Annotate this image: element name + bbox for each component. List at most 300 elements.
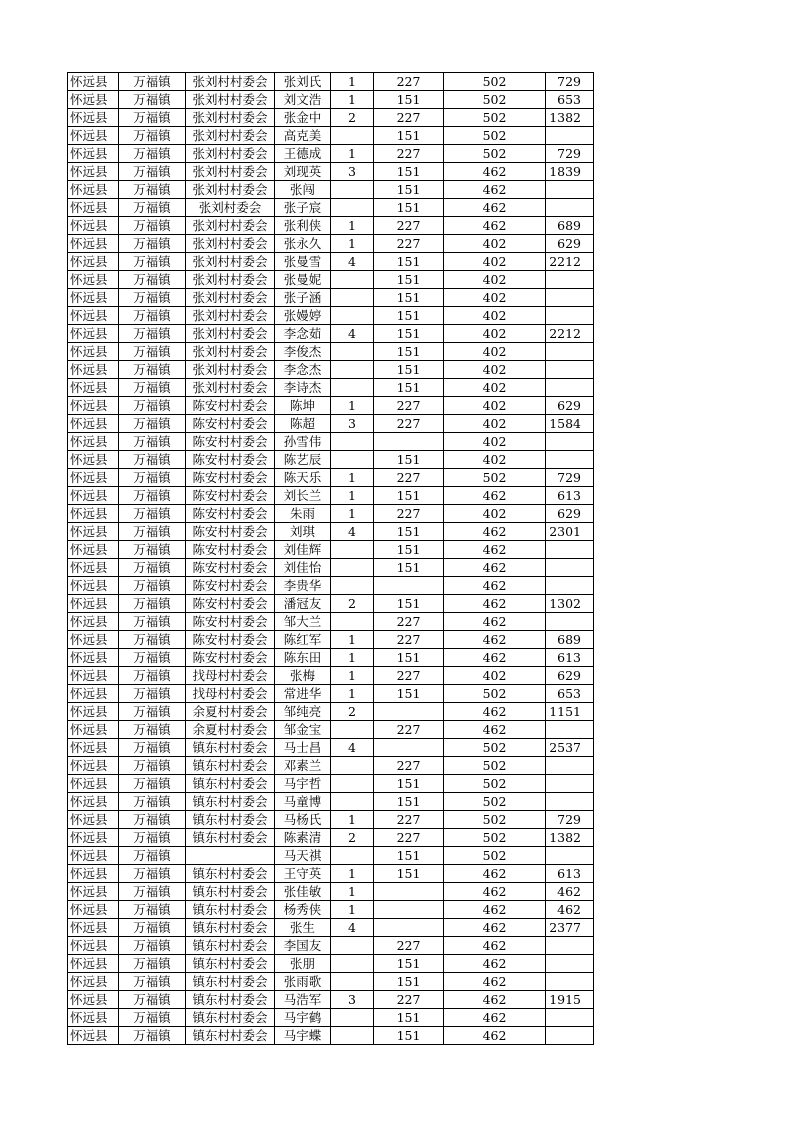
table-cell: 李念茹 bbox=[275, 325, 331, 343]
table-cell: 4 bbox=[331, 739, 374, 757]
table-cell: 陈安村村委会 bbox=[186, 613, 275, 631]
table-cell: 张子宸 bbox=[275, 199, 331, 217]
table-cell: 2 bbox=[331, 829, 374, 847]
table-cell: 万福镇 bbox=[119, 253, 186, 271]
table-cell: 怀远县 bbox=[68, 937, 119, 955]
table-cell: 镇东村村委会 bbox=[186, 829, 275, 847]
table-cell: 502 bbox=[444, 775, 546, 793]
table-cell bbox=[331, 775, 374, 793]
table-cell: 陈安村村委会 bbox=[186, 397, 275, 415]
table-cell: 怀远县 bbox=[68, 991, 119, 1009]
table-cell: 151 bbox=[374, 595, 444, 613]
table-cell: 怀远县 bbox=[68, 397, 119, 415]
table-cell: 找母村村委会 bbox=[186, 685, 275, 703]
table-cell: 陈安村村委会 bbox=[186, 631, 275, 649]
table-cell: 1151 bbox=[546, 703, 594, 721]
table-cell: 陈东田 bbox=[275, 649, 331, 667]
table-cell: 王守英 bbox=[275, 865, 331, 883]
table-cell: 万福镇 bbox=[119, 667, 186, 685]
table-cell: 151 bbox=[374, 163, 444, 181]
table-cell: 729 bbox=[546, 811, 594, 829]
table-cell: 462 bbox=[444, 721, 546, 739]
table-cell: 227 bbox=[374, 811, 444, 829]
table-cell bbox=[331, 433, 374, 451]
table-row bbox=[68, 523, 594, 541]
table-cell: 151 bbox=[374, 847, 444, 865]
table-cell: 怀远县 bbox=[68, 595, 119, 613]
table-cell bbox=[546, 307, 594, 325]
table-cell: 万福镇 bbox=[119, 73, 186, 91]
table-row bbox=[68, 469, 594, 487]
table-cell: 462 bbox=[444, 181, 546, 199]
table-cell: 李俊杰 bbox=[275, 343, 331, 361]
table-cell bbox=[546, 361, 594, 379]
table-cell: 462 bbox=[444, 991, 546, 1009]
table-cell: 马天祺 bbox=[275, 847, 331, 865]
table-row bbox=[68, 343, 594, 361]
table-cell: 万福镇 bbox=[119, 307, 186, 325]
table-cell: 怀远县 bbox=[68, 541, 119, 559]
table-row bbox=[68, 991, 594, 1009]
table-cell: 227 bbox=[374, 991, 444, 1009]
table-cell: 151 bbox=[374, 685, 444, 703]
table-cell: 张朋 bbox=[275, 955, 331, 973]
table-row bbox=[68, 667, 594, 685]
table-cell: 王德成 bbox=[275, 145, 331, 163]
table-cell: 万福镇 bbox=[119, 451, 186, 469]
table-cell: 万福镇 bbox=[119, 595, 186, 613]
table-cell: 镇东村村委会 bbox=[186, 865, 275, 883]
table-cell: 1 bbox=[331, 865, 374, 883]
table-row bbox=[68, 973, 594, 991]
table-cell: 怀远县 bbox=[68, 523, 119, 541]
table-cell: 151 bbox=[374, 649, 444, 667]
table-cell: 孙雪伟 bbox=[275, 433, 331, 451]
table-cell: 402 bbox=[444, 379, 546, 397]
table-cell: 怀远县 bbox=[68, 325, 119, 343]
table-cell: 万福镇 bbox=[119, 127, 186, 145]
table-row bbox=[68, 145, 594, 163]
table-cell: 1382 bbox=[546, 109, 594, 127]
table-cell: 2537 bbox=[546, 739, 594, 757]
table-cell bbox=[374, 433, 444, 451]
table-cell: 2212 bbox=[546, 325, 594, 343]
table-row bbox=[68, 487, 594, 505]
table-cell: 邓素兰 bbox=[275, 757, 331, 775]
table-cell: 怀远县 bbox=[68, 721, 119, 739]
table-row bbox=[68, 253, 594, 271]
table-cell: 1 bbox=[331, 649, 374, 667]
table-cell: 227 bbox=[374, 631, 444, 649]
table-row bbox=[68, 1027, 594, 1045]
table-cell: 陈安村村委会 bbox=[186, 505, 275, 523]
table-cell: 李贵华 bbox=[275, 577, 331, 595]
table-cell bbox=[331, 451, 374, 469]
table-cell: 镇东村村委会 bbox=[186, 883, 275, 901]
table-cell: 151 bbox=[374, 181, 444, 199]
table-cell: 马杨氏 bbox=[275, 811, 331, 829]
table-cell: 2377 bbox=[546, 919, 594, 937]
table-cell: 万福镇 bbox=[119, 109, 186, 127]
table-cell: 李诗杰 bbox=[275, 379, 331, 397]
table-cell: 马宇鹤 bbox=[275, 1009, 331, 1027]
table-cell: 1 bbox=[331, 883, 374, 901]
table-cell: 镇东村村委会 bbox=[186, 1009, 275, 1027]
table-cell bbox=[186, 847, 275, 865]
table-cell bbox=[331, 973, 374, 991]
table-cell: 刘佳怡 bbox=[275, 559, 331, 577]
table-cell: 402 bbox=[444, 505, 546, 523]
table-cell: 万福镇 bbox=[119, 649, 186, 667]
table-cell: 万福镇 bbox=[119, 145, 186, 163]
table-cell: 刘文浩 bbox=[275, 91, 331, 109]
table-cell: 怀远县 bbox=[68, 271, 119, 289]
table-cell: 张刘村村委会 bbox=[186, 127, 275, 145]
table-cell bbox=[374, 919, 444, 937]
table-cell: 高克美 bbox=[275, 127, 331, 145]
table-cell: 怀远县 bbox=[68, 469, 119, 487]
table-cell: 1 bbox=[331, 901, 374, 919]
table-cell: 万福镇 bbox=[119, 991, 186, 1009]
table-row bbox=[68, 109, 594, 127]
table-cell: 张刘氏 bbox=[275, 73, 331, 91]
table-cell: 613 bbox=[546, 649, 594, 667]
table-cell: 227 bbox=[374, 235, 444, 253]
table-cell: 张曼雪 bbox=[275, 253, 331, 271]
table-cell bbox=[374, 901, 444, 919]
table-row bbox=[68, 937, 594, 955]
table-cell: 万福镇 bbox=[119, 541, 186, 559]
table-cell: 3 bbox=[331, 415, 374, 433]
table-cell bbox=[546, 613, 594, 631]
table-cell: 151 bbox=[374, 793, 444, 811]
table-cell: 怀远县 bbox=[68, 199, 119, 217]
table-cell: 怀远县 bbox=[68, 91, 119, 109]
table-cell: 462 bbox=[444, 613, 546, 631]
table-cell bbox=[546, 721, 594, 739]
table-cell: 万福镇 bbox=[119, 1027, 186, 1045]
table-cell: 张刘村村委会 bbox=[186, 271, 275, 289]
table-row bbox=[68, 181, 594, 199]
table-cell: 陈安村村委会 bbox=[186, 433, 275, 451]
table-cell: 邹大兰 bbox=[275, 613, 331, 631]
table-cell: 1 bbox=[331, 217, 374, 235]
table-cell: 马士昌 bbox=[275, 739, 331, 757]
table-cell: 227 bbox=[374, 109, 444, 127]
table-cell: 万福镇 bbox=[119, 235, 186, 253]
table-cell: 怀远县 bbox=[68, 829, 119, 847]
table-cell: 万福镇 bbox=[119, 523, 186, 541]
table-cell: 万福镇 bbox=[119, 685, 186, 703]
table-cell: 1 bbox=[331, 667, 374, 685]
table-cell: 462 bbox=[444, 577, 546, 595]
table-cell: 张刘村村委会 bbox=[186, 145, 275, 163]
table-cell: 怀远县 bbox=[68, 739, 119, 757]
table-cell: 1302 bbox=[546, 595, 594, 613]
table-cell: 729 bbox=[546, 469, 594, 487]
table-cell: 万福镇 bbox=[119, 163, 186, 181]
table-cell: 镇东村村委会 bbox=[186, 901, 275, 919]
table-cell: 227 bbox=[374, 397, 444, 415]
table-cell: 151 bbox=[374, 361, 444, 379]
table-cell: 怀远县 bbox=[68, 253, 119, 271]
table-cell bbox=[546, 451, 594, 469]
table-cell: 1 bbox=[331, 469, 374, 487]
table-cell: 1 bbox=[331, 235, 374, 253]
table-cell: 怀远县 bbox=[68, 685, 119, 703]
table-cell: 462 bbox=[444, 973, 546, 991]
table-cell: 1 bbox=[331, 91, 374, 109]
table-row bbox=[68, 217, 594, 235]
table-cell: 万福镇 bbox=[119, 847, 186, 865]
table-cell: 怀远县 bbox=[68, 973, 119, 991]
table-cell: 怀远县 bbox=[68, 577, 119, 595]
table-cell: 万福镇 bbox=[119, 883, 186, 901]
table-cell: 马童博 bbox=[275, 793, 331, 811]
table-cell: 怀远县 bbox=[68, 307, 119, 325]
table-cell bbox=[546, 289, 594, 307]
table-cell: 怀远县 bbox=[68, 649, 119, 667]
table-cell: 怀远县 bbox=[68, 505, 119, 523]
table-cell: 找母村村委会 bbox=[186, 667, 275, 685]
table-cell: 402 bbox=[444, 325, 546, 343]
table-cell: 怀远县 bbox=[68, 289, 119, 307]
table-cell: 怀远县 bbox=[68, 163, 119, 181]
table-cell: 怀远县 bbox=[68, 109, 119, 127]
table-cell: 151 bbox=[374, 343, 444, 361]
table-cell: 629 bbox=[546, 235, 594, 253]
table-row bbox=[68, 289, 594, 307]
table-cell: 151 bbox=[374, 451, 444, 469]
table-cell: 怀远县 bbox=[68, 1027, 119, 1045]
table-cell: 万福镇 bbox=[119, 379, 186, 397]
table-cell: 杨秀侠 bbox=[275, 901, 331, 919]
table-row bbox=[68, 847, 594, 865]
table-cell: 万福镇 bbox=[119, 505, 186, 523]
table-row bbox=[68, 919, 594, 937]
table-cell: 151 bbox=[374, 541, 444, 559]
table-cell: 陈安村村委会 bbox=[186, 523, 275, 541]
table-cell bbox=[374, 883, 444, 901]
table-cell: 613 bbox=[546, 865, 594, 883]
table-row bbox=[68, 1009, 594, 1027]
table-cell: 462 bbox=[444, 559, 546, 577]
table-cell: 151 bbox=[374, 955, 444, 973]
table-row bbox=[68, 199, 594, 217]
table-cell: 余夏村村委会 bbox=[186, 703, 275, 721]
table-cell: 151 bbox=[374, 379, 444, 397]
table-cell: 227 bbox=[374, 217, 444, 235]
table-cell: 张刘村村委会 bbox=[186, 289, 275, 307]
table-cell bbox=[331, 847, 374, 865]
table-cell bbox=[331, 559, 374, 577]
table-cell: 4 bbox=[331, 325, 374, 343]
table-cell: 陈安村村委会 bbox=[186, 487, 275, 505]
table-cell: 陈安村村委会 bbox=[186, 469, 275, 487]
table-cell bbox=[331, 307, 374, 325]
table-cell: 张利侠 bbox=[275, 217, 331, 235]
table-row bbox=[68, 757, 594, 775]
table-cell bbox=[374, 703, 444, 721]
table-cell: 万福镇 bbox=[119, 433, 186, 451]
table-cell: 462 bbox=[444, 649, 546, 667]
table-cell: 万福镇 bbox=[119, 901, 186, 919]
table-row bbox=[68, 505, 594, 523]
table-cell: 227 bbox=[374, 145, 444, 163]
table-cell: 万福镇 bbox=[119, 271, 186, 289]
table-row bbox=[68, 901, 594, 919]
table-cell bbox=[331, 343, 374, 361]
table-cell: 151 bbox=[374, 307, 444, 325]
table-cell: 万福镇 bbox=[119, 487, 186, 505]
table-cell: 1915 bbox=[546, 991, 594, 1009]
table-row bbox=[68, 307, 594, 325]
table-cell: 402 bbox=[444, 415, 546, 433]
table-cell: 怀远县 bbox=[68, 559, 119, 577]
table-cell: 万福镇 bbox=[119, 325, 186, 343]
table-cell: 151 bbox=[374, 523, 444, 541]
table-cell: 张刘村村委会 bbox=[186, 361, 275, 379]
table-cell: 227 bbox=[374, 73, 444, 91]
table-cell: 402 bbox=[444, 289, 546, 307]
table-cell: 陈天乐 bbox=[275, 469, 331, 487]
table-cell: 万福镇 bbox=[119, 739, 186, 757]
table-cell: 502 bbox=[444, 73, 546, 91]
table-row bbox=[68, 685, 594, 703]
table-cell: 万福镇 bbox=[119, 199, 186, 217]
table-cell bbox=[546, 757, 594, 775]
table-cell: 462 bbox=[444, 1027, 546, 1045]
table-cell: 怀远县 bbox=[68, 217, 119, 235]
table-cell: 刘佳辉 bbox=[275, 541, 331, 559]
table-cell: 462 bbox=[444, 883, 546, 901]
table-cell: 邹金宝 bbox=[275, 721, 331, 739]
table-row bbox=[68, 73, 594, 91]
table-row bbox=[68, 91, 594, 109]
table-cell: 151 bbox=[374, 1027, 444, 1045]
table-cell: 张佳敏 bbox=[275, 883, 331, 901]
table-row bbox=[68, 541, 594, 559]
table-cell: 万福镇 bbox=[119, 613, 186, 631]
table-row bbox=[68, 433, 594, 451]
table-cell bbox=[331, 937, 374, 955]
table-cell: 万福镇 bbox=[119, 919, 186, 937]
table-cell: 怀远县 bbox=[68, 811, 119, 829]
table-cell: 怀远县 bbox=[68, 883, 119, 901]
table-cell: 张刘村村委会 bbox=[186, 379, 275, 397]
table-cell: 张刘村村委会 bbox=[186, 307, 275, 325]
table-cell: 万福镇 bbox=[119, 577, 186, 595]
table-cell bbox=[546, 847, 594, 865]
table-cell: 1 bbox=[331, 73, 374, 91]
table-cell: 3 bbox=[331, 991, 374, 1009]
table-cell: 马宇哲 bbox=[275, 775, 331, 793]
table-row bbox=[68, 865, 594, 883]
table-row bbox=[68, 415, 594, 433]
table-cell bbox=[546, 433, 594, 451]
table-cell: 万福镇 bbox=[119, 217, 186, 235]
table-cell: 462 bbox=[444, 523, 546, 541]
table-cell: 462 bbox=[444, 703, 546, 721]
table-cell: 402 bbox=[444, 361, 546, 379]
table-row bbox=[68, 811, 594, 829]
table-cell: 2301 bbox=[546, 523, 594, 541]
table-cell: 张金中 bbox=[275, 109, 331, 127]
table-cell: 227 bbox=[374, 757, 444, 775]
table-cell bbox=[331, 199, 374, 217]
table-cell bbox=[374, 577, 444, 595]
table-cell: 张闯 bbox=[275, 181, 331, 199]
table-cell: 3 bbox=[331, 163, 374, 181]
table-cell bbox=[546, 127, 594, 145]
table-cell: 462 bbox=[444, 199, 546, 217]
table-cell: 402 bbox=[444, 433, 546, 451]
table-cell: 402 bbox=[444, 253, 546, 271]
table-cell: 马宇蝶 bbox=[275, 1027, 331, 1045]
table-row bbox=[68, 883, 594, 901]
table-cell: 陈坤 bbox=[275, 397, 331, 415]
table-cell bbox=[546, 541, 594, 559]
table-cell bbox=[331, 361, 374, 379]
table-cell: 462 bbox=[444, 901, 546, 919]
table-cell: 陈红军 bbox=[275, 631, 331, 649]
table-cell: 402 bbox=[444, 397, 546, 415]
table-cell: 1584 bbox=[546, 415, 594, 433]
table-cell: 151 bbox=[374, 253, 444, 271]
table-cell: 402 bbox=[444, 451, 546, 469]
table-cell: 陈安村村委会 bbox=[186, 595, 275, 613]
table-cell: 怀远县 bbox=[68, 667, 119, 685]
table-cell bbox=[546, 973, 594, 991]
table-cell: 怀远县 bbox=[68, 451, 119, 469]
table-cell: 227 bbox=[374, 415, 444, 433]
table-cell: 462 bbox=[444, 163, 546, 181]
table-cell bbox=[331, 379, 374, 397]
table-cell: 151 bbox=[374, 271, 444, 289]
table-cell: 刘琪 bbox=[275, 523, 331, 541]
table-cell bbox=[331, 721, 374, 739]
table-cell: 2 bbox=[331, 109, 374, 127]
table-cell: 629 bbox=[546, 397, 594, 415]
table-cell: 151 bbox=[374, 775, 444, 793]
table-row bbox=[68, 721, 594, 739]
table-cell bbox=[331, 955, 374, 973]
table-row bbox=[68, 235, 594, 253]
table-cell bbox=[546, 577, 594, 595]
table-row bbox=[68, 649, 594, 667]
table-cell: 怀远县 bbox=[68, 631, 119, 649]
table-cell: 1382 bbox=[546, 829, 594, 847]
table-cell: 张嫚婷 bbox=[275, 307, 331, 325]
table-cell: 镇东村村委会 bbox=[186, 919, 275, 937]
table-cell: 402 bbox=[444, 343, 546, 361]
table-cell: 张永久 bbox=[275, 235, 331, 253]
table-cell: 怀远县 bbox=[68, 361, 119, 379]
table-cell: 2212 bbox=[546, 253, 594, 271]
table-cell: 常进华 bbox=[275, 685, 331, 703]
table-cell: 1839 bbox=[546, 163, 594, 181]
table-cell: 151 bbox=[374, 91, 444, 109]
table-cell: 462 bbox=[444, 919, 546, 937]
table-cell bbox=[546, 955, 594, 973]
table-cell: 镇东村村委会 bbox=[186, 757, 275, 775]
table-cell: 怀远县 bbox=[68, 919, 119, 937]
table-cell bbox=[331, 613, 374, 631]
table-cell: 万福镇 bbox=[119, 865, 186, 883]
table-row bbox=[68, 163, 594, 181]
table-cell: 怀远县 bbox=[68, 235, 119, 253]
table-cell: 张雨歌 bbox=[275, 973, 331, 991]
